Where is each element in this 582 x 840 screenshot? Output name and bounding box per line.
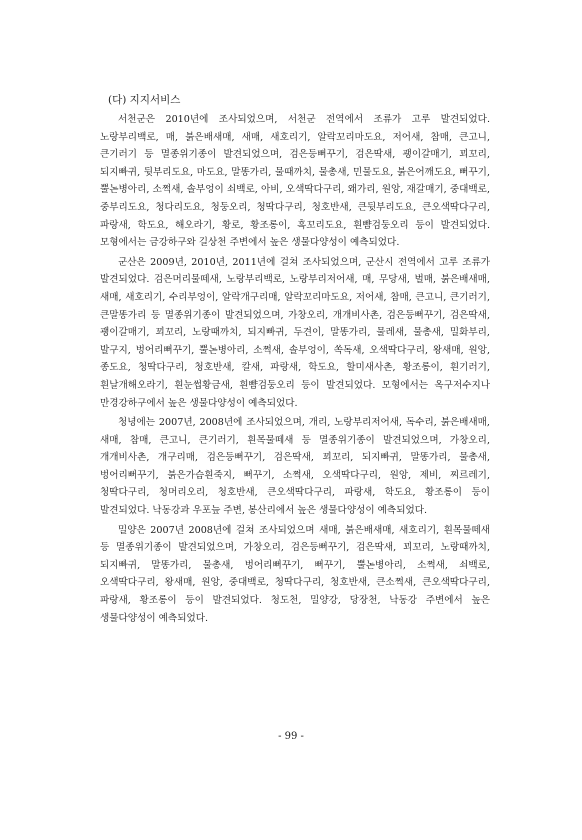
section-heading: (다) 지지서비스	[108, 94, 181, 106]
paragraph-gunsan: 군산은 2009년, 2010년, 2011년에 걸쳐 조사되었으며, 군산시 전역에서 고루 조류가 발견되었다. 검은머리물떼새, 노랑부리백로, 노랑부리저어새, 매, 무당새, 벌매, 붉은배새매, 새매, 새호리기, 수리부엉이, 알락개구리매, 알락꼬리마도요, 저어새, 참매, 큰고니, 큰기러기, 큰말똥가리 등 멸종위기종이 발견되었으며, 가창오리, 개개비사촌, 검은등뻐꾸기, 검은딱새, 괭이갈매기, 꾀꼬리, 노랑때까치, 되지빠귀, 두견이, 말똥가리, 물레새, 물총새, 밀화부리, 발구지, 벙어리뻐꾸기, 뿔논병아리, 소쩍새, 솔부엉이, 쏙독새, 오색딱다구리, 왕새매, 원앙, 종도요, 청딱다구리, 청호반새, 칼새, 파랑새, 학도요, 할미새사촌, 황조롱이, 흰기러기, 흰날개해오라기, 흰눈썹황금새, 흰뺨검둥오리 등이 발견되었다. 모형에서는 옥구저수지나 만경강하구에서 높은 생물다양성이 예측되었다.	[100, 256, 490, 409]
paragraph-miryang: 밀양은 2007년 2008년에 걸쳐 조사되었으며 새매, 붉은배새매, 새호리기, 흰목물떼새 등 멸종위기종이 발견되었으며, 가창오리, 검은등뻐꾸기, 검은딱새, 꾀꼬리, 노랑때까치, 되지빠귀, 말똥가리, 물총새, 벙어리뻐꾸기, 뻐꾸기, 뿔논병아리, 소쩍새, 쇠백로, 오색딱다구리, 왕새매, 원앙, 중대백로, 청딱다구리, 청호반새, 큰소쩍새, 큰오색딱다구리, 파랑새, 황조롱이 등이 발견되었다. 청도천, 밀양강, 당장천, 낙동강 주변에서 높은 생물다양성이 예측되었다.	[100, 524, 490, 624]
paragraph-seocheon: 서천군은 2010년에 조사되었으며, 서천군 전역에서 조류가 고루 발견되었다. 노랑부리백로, 매, 붉은배새매, 새매, 새호리기, 알락꼬리마도요, 저어새, 참매, 큰고니, 큰기러기 등 멸종위기종이 발견되었으며, 검은등뻐꾸기, 검은딱새, 괭이갈매기, 꾀꼬리, 되지빠귀, 뒷부리도요, 마도요, 말똥가리, 물때까치, 물총새, 민물도요, 붉은어깨도요, 뻐꾸기, 뿔논병아리, 소쩍새, 솔부엉이 쇠백로, 아비, 오색딱다구리, 왜가리, 원앙, 재갈매기, 중대백로, 중부리도요, 청다리도요, 청둥오리, 청딱다구리, 청호반새, 큰뒷부리도요, 큰오색딱다구리, 파랑새, 학도요, 해오라기, 황로, 황조롱이, 흑꼬리도요, 흰뺨검둥오리 등이 발견되었다. 모형에서는 금강하구와 길상천 주변에서 높은 생물다양성이 예측되었다.	[100, 114, 490, 249]
page-body	[100, 92, 490, 629]
page-number: - 99 -	[278, 731, 304, 742]
paragraph-changnyeong: 청녕에는 2007년, 2008년에 조사되었으며, 개리, 노랑부리저어새, 독수리, 붉은배새매, 새매, 참매, 큰고니, 큰기러기, 흰목물떼새 등 멸종위기종이 발견되었으며, 가창오리, 개개비사촌, 개구리매, 검은등뻐꾸기, 검은딱새, 꾀꼬리, 되지빠귀, 말똥가리, 물총새, 벙어리뻐꾸기, 붉은가슴흰죽지, 뻐꾸기, 소쩍새, 오색딱다구리, 원앙, 제비, 찌르레기, 청딱다구리, 청머리오리, 청호반새, 큰오색딱다구리, 파랑새, 학도요, 황조롱이 등이 발견되었다. 낙동강과 우포늪 주변, 봉산리에서 높은 생물다양성이 예측되었다.	[100, 417, 490, 517]
